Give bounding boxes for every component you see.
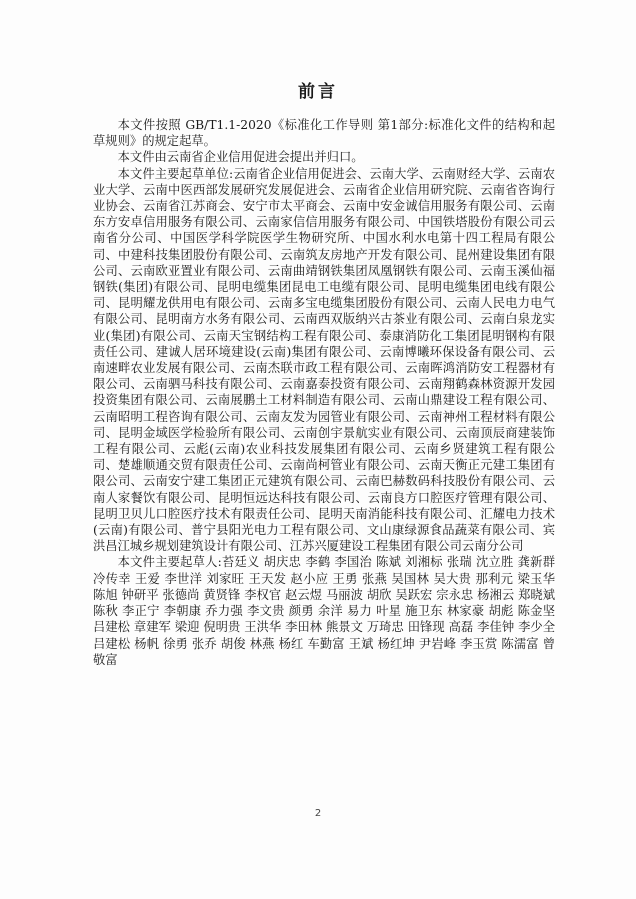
paragraph-proposer: 本文件由云南省企业信用促进会提出并归口。 bbox=[117, 150, 364, 165]
paragraph-drafters: 本文件主要起草人:苔廷义 胡庆忠 李鹤 李国治 陈斌 刘湘标 张瑞 沈立胜 龚新群 冷传幸 王爱 李世洋 刘家旺 王天发 赵小应 王勇 张燕 吴国林 吴大贵 那利元 梁玉华 陈旭 钟研平 张德尚 黄贤锋 李权官 赵云煜 马丽波 胡欣 吴跃宏 宗永忠 杨湘云 郑晓斌 陈秋 李正宁 李朝康 乔力强 李文贵 颜勇 余洋 易力 叶星 施卫东 林家豪 胡彪 陈金坚 吕建松 章建军 梁迎 倪明贵 王洪华 李田林 熊景文 万琦忠 田锋现 高磊 李佳钟 李少全 吕建松 杨帆 徐勇 张乔 胡俊 林燕 杨红 车勤富 王斌 杨红坤 尹岩峰 李玉赏 陈濡富 曾敬富 bbox=[93, 555, 555, 667]
page-title: 前言 bbox=[298, 82, 338, 102]
paragraph-drafting-units: 本文件主要起草单位:云南省企业信用促进会、云南大学、云南财经大学、云南农业大学、云南中医西部发展研究发展促进会、云南省企业信用研究院、云南省咨询行业协会、云南省江苏商会、安宁市太平商会、云南中安金诚信用服务有限公司、云南东方安卓信用服务有限公司、云南家信信用服务有限公司、中国铁塔股份有限公司云南省分公司、中国医学科学院医学生物研究所、中国水利水电第十四工程局有限公司、中建科技集团股份有限公司、云南筑友房地产开发有限公司、昆州建设集团有限公司、云南欧亚置业有限公司、云南曲靖钢铁集团凤凰钢铁有限公司、云南玉溪仙福钢铁(集团)有限公司、昆明电缆集团昆电工电缆有限公司、昆明电缆集团电线有限公司、昆明耀龙供用电有限公司、云南多宝电缆集团股份有限公司、云南人民电力电气有限公司、昆明南方水务有限公司、云南西双版纳兴古茶业有限公司、云南白泉龙实业(集团)有限公司、云南天宝钢结构工程有限公司、泰康消防化工集团昆明钢构有限责任公司、建诚人居环境建设(云南)集团有限公司、云南博曦环保设备有限公司、云南速畔农业发展有限公司、云南杰联市政工程有限公司、云南晖鸿消防安工程器材有限公司、云南驷马科技有限公司、云南嘉泰投资有限公司、云南翔鹤森林资源开发园投资集团有限公司、云南展鹏土工材料制造有限公司、云南山鼎建设工程有限公司、云南昭明工程咨询有限公司、云南友发为园管业有限公司、云南神州工程材料有限公司、昆明金域医学检验所有限公司、云南创宇景航实业有限公司、云南顶辰商建装饰工程有限公司、云彪(云南)农业科技发展集团有限公司、云南乡贤建筑工程有限公司、楚雄顺通交贸有限责任公司、云南尚柯管业有限公司、云南天衡正元建工集团有限公司、云南安宁建工集团正元建筑有限公司、云南巴赫数码科技股份有限公司、云南人家餐饮有限公司、昆明恒远达科技有限公司、云南良方口腔医疗管理有限公司、昆明卫贝儿口腔医疗技术有限责任公司、昆明天南消能科技有限公司、汇耀电力技术(云南)有限公司、普宁县阳光电力工程有限公司、文山康绿源食品蔬菜有限公司、宾洪昌江城乡规划建筑设计有限公司、江苏兴厦建设工程集团有限公司云南分公司 bbox=[93, 166, 555, 554]
paragraph-drafting-rules: 本文件按照 GB/T1.1-2020《标准化工作导则 第1部分:标准化文件的结构和起草规则》的规定起草。 bbox=[93, 118, 555, 149]
body-text bbox=[93, 117, 555, 668]
page-number: 2 bbox=[314, 808, 322, 819]
